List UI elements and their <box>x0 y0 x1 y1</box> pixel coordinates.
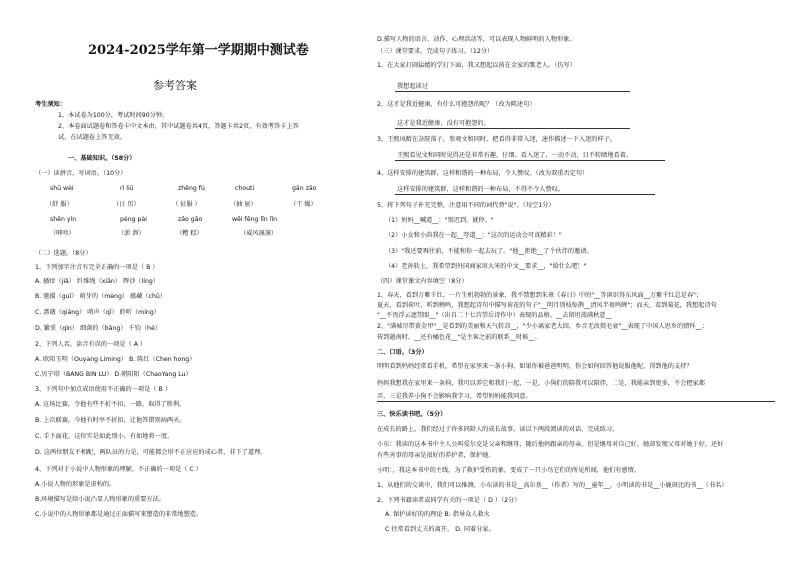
prompt-text: 明明看到妈妈经常看手机，希望在家里来一条小狗，如果你被爸爸明明，你会如何回答他说服他呢，得到他的支持？ <box>377 363 693 370</box>
fill-item: 2、"满城尽带黄金甲"__是看到的美丽和天气转凉__，"少小离家老大回，乡音无改鬓毛衰"__表现了中国人思乡的情怀__； <box>377 323 708 330</box>
notice-heading: 考生须知： <box>35 101 66 108</box>
fill-item: 1、春天，看到万紫千红，一片生机勃勃的景象，我不禁想到朱熹《春日》中的"__等闲识得东风面__万紫千红总是春"； <box>377 292 703 299</box>
answer-line <box>377 401 775 402</box>
section-heading: 一、基础知识。（58分） <box>68 155 136 162</box>
question: 3、下列句中加点成语使用不正确的一项是（ B ） <box>35 386 171 393</box>
answer-word: （日 历） <box>113 201 140 208</box>
option: A. 搔痒（jiǎ） 纤维绳（xiān） 辉沙（líng） <box>35 278 160 285</box>
answer-word: （呻吟） <box>50 230 75 237</box>
answer-word: （澎 湃） <box>118 230 145 237</box>
fill-item: （3）"我还要再往前，不能和你一起去玩了。"他__拒绝__了个伙伴的邀请。 <box>385 248 593 255</box>
answer-word: （ 征服 ） <box>172 201 201 208</box>
passage-text: 在成长的路上，我们经过于许多同龄人的成长故事，读以下两段阅读的对话，完成练习。 <box>377 426 619 433</box>
question: 5、将下列句子补充完整，注意用不同的词代替"说"。（每空1分） <box>377 202 555 209</box>
right-column <box>377 0 794 561</box>
answer-text: 我想起读过 <box>397 83 428 90</box>
option: D. 繁重（qìn） 细菌的（bǎng） 千钧（hé） <box>35 325 161 332</box>
answer-line <box>395 194 655 195</box>
question: 1、下列加字注音有完全正确的一项是（ B ） <box>35 264 159 271</box>
answer-word: （舒 服） <box>46 201 73 208</box>
answer-text: 妈妈我想我在家里来一条狗，我可以养它和我们一起，一是，小狗们的陪我可以陪伴，二是，我能亲到更多，不会把家都 <box>377 380 705 387</box>
section-heading: 三、快乐读书吧。（5分） <box>377 411 447 418</box>
pinyin: chouti <box>235 185 255 192</box>
pinyin: rì liū <box>120 185 134 192</box>
question: 2、这才是我近健康，有什么可抱怨的呢？（改为陈述句） <box>377 101 536 108</box>
pinyin: wēi fēng lǐn lǐn <box>232 216 278 223</box>
option: A.小说人物的形象是虚构的。 <box>35 481 116 488</box>
question: 4、这样安排的建筑群，这样和谐的一种布局，令人赞叹。（改为双重否定句） <box>377 170 589 177</box>
question: 1、在大家打闹猛嬉的学打下面，我又想起以前在金家的歌老人。（仿写） <box>377 62 576 69</box>
pinyin: shēn yín <box>50 216 77 223</box>
subsection-heading: （四）课堂课文内容填空（8分） <box>377 278 468 285</box>
passage-text: 小东：我读的这本书中主人公叫爱尔克是父亲和继母，随后他妈跟亲的母亲，但是继母对自己好，她却发现父母对她于好，还好 <box>377 441 724 448</box>
answer-text: 弄，三是我养小狗不会影响我学习，希望妈妈能我同意。 <box>377 393 532 400</box>
notice-line: 2、本卷面试题卷和答卷卡中文本由，其中试题卷共4页，答题卡共2页，有效考答卡上答 <box>58 123 299 130</box>
fill-item: （1）妈妈__喊道__："别迟到，就停。" <box>385 217 494 224</box>
question: 4、下列对于小说中人物形象的理解，不正确的一项是（ C ） <box>35 466 202 473</box>
fill-item: "__不畏浮云遮望眼__"（出自二十七首望岳诗作中）表现的品格。__去留坦荡满秋意__ <box>377 312 612 319</box>
option: B. 驰援（guī） 萌芽的（mèng） 蕴藏（chū） <box>35 293 167 300</box>
pinyin: zhēng fú <box>178 185 205 192</box>
pinyin: péng pài <box>120 216 147 223</box>
option: A. 欧阳玉明（Ouyang Liming） B. 陈红（Chen hong） <box>35 356 196 363</box>
notice-line: 1、本试卷为100分，考试时间90分钟。 <box>58 112 169 119</box>
fill-item: （4）老孙转上，我希望到外国商家用大米的中文__要求__，"给什么吧！" <box>385 263 587 270</box>
option: D.描写人物的语言、动作、心理活动等，可以表现人物鲜明的人物形象。 <box>377 36 576 43</box>
subsection-heading: （二）选题。（8分） <box>35 250 92 257</box>
answer-line <box>395 91 630 92</box>
answer-text: 这才是我近健康，没有可抱怨的。 <box>397 120 490 127</box>
option: C.贝宁塔（BANG BIN LU） D.朝阳阳（ChaoYang Lu） <box>35 371 192 378</box>
option: C. 手下面花，这位实是如此别小，有如地将一度。 <box>35 433 174 440</box>
answer-text: 这样安排的建筑群，这样和谐的一种布局，不得不令人赞叹。 <box>397 186 565 193</box>
left-column <box>0 0 385 561</box>
pinyin: shū wèi <box>50 185 74 192</box>
option: A. 保护读好的的理论 B. 指导众人救火 <box>385 511 490 518</box>
question: 2、下列人名，读音有误的一项是（ A ） <box>35 341 147 348</box>
option: C.小说中的人物形象都是通过正面描写来塑造的非常地塑造。 <box>35 511 203 518</box>
answer-line <box>395 128 630 129</box>
passage-text: 有些善事的母亲是很好的养护者，保护她。 <box>377 452 495 459</box>
option: C. 蔷薇（qiáng） 哨声（qī） 聆听（míng） <box>35 309 160 316</box>
answer-text: 王熙看见文和同时见得还是非常有趣，仔细、看入迷了，一动不动，目不转睛地看着。 <box>397 152 633 159</box>
fill-item: 夏天，看到荷叶，听到蝉鸣，我想起诗句中描写荷花的句子"__明月别枝惊鹊__清风半夜鸣蝉"；而天，看到菊花，我想起诗句 <box>377 302 717 309</box>
answer-word: （抽 屉） <box>230 201 257 208</box>
question: 2、下列书籍读者或同学有关的一项是（ D ）（2分） <box>377 497 521 504</box>
option: D. 这两位朋友不相配，两队员的力是，可能都会形不正应应的成心者，非下了道理。 <box>35 449 267 456</box>
passage-text: 小明：，我这本书中的主线，为了救护受伤的象，变成了一只小鸟它们的所见所闻，他们有感情。 <box>377 467 640 474</box>
answer-word: （威风凛凛） <box>240 230 278 237</box>
option: A. 这场比赛，令他有些不折不扣，一路，取得了胜利。 <box>35 401 186 408</box>
pinyin: gān zāo <box>292 185 317 192</box>
fill-item: （2）小女和小茵我在一起__夸道__："这次的运动会可真精彩！" <box>385 232 562 239</box>
fill-item: 传到越南时，__还有橘色花__"是主客之前的联系__时候__。 <box>377 334 541 341</box>
subsection-heading: （一）读拼音，写词语。（10分） <box>35 170 127 177</box>
answer-word: （糟 糕） <box>176 230 203 237</box>
subsection-heading: （三）课堂要求。完成句子练习。（12分） <box>377 48 494 55</box>
question: 1、从他们的交谈中，我们可以推测，小东读的书是__高尔基__（作者）写的__童年__，小明读的书是__小鹿斑比的书__（书名） <box>377 482 728 489</box>
question: 3、王熙凤精在杂院落子，参观文和同时，把看得非常入迷，速作描述一下入迷的样子。 <box>377 136 617 143</box>
answer-word: （干 燥） <box>290 201 317 208</box>
pinyin: zāo gāo <box>178 216 203 223</box>
page-subtitle: 参考答案 <box>153 79 197 92</box>
option: B. 上次联赛，今他有时亭不折扣，让他答错别病两天。 <box>35 417 186 424</box>
page-title: 2024-2025学年第一学期期中测试卷 <box>88 43 309 58</box>
notice-line: 试，在试题卷上答无效。 <box>58 134 127 141</box>
option: B.环境描写是给小说凸显人物形象的重要方法。 <box>35 496 165 503</box>
answer-line <box>395 160 665 161</box>
option: C 往常看到丈夫的离开。 D. 同着分家。 <box>385 526 495 533</box>
section-heading: 二、口语。（3分） <box>377 349 428 356</box>
